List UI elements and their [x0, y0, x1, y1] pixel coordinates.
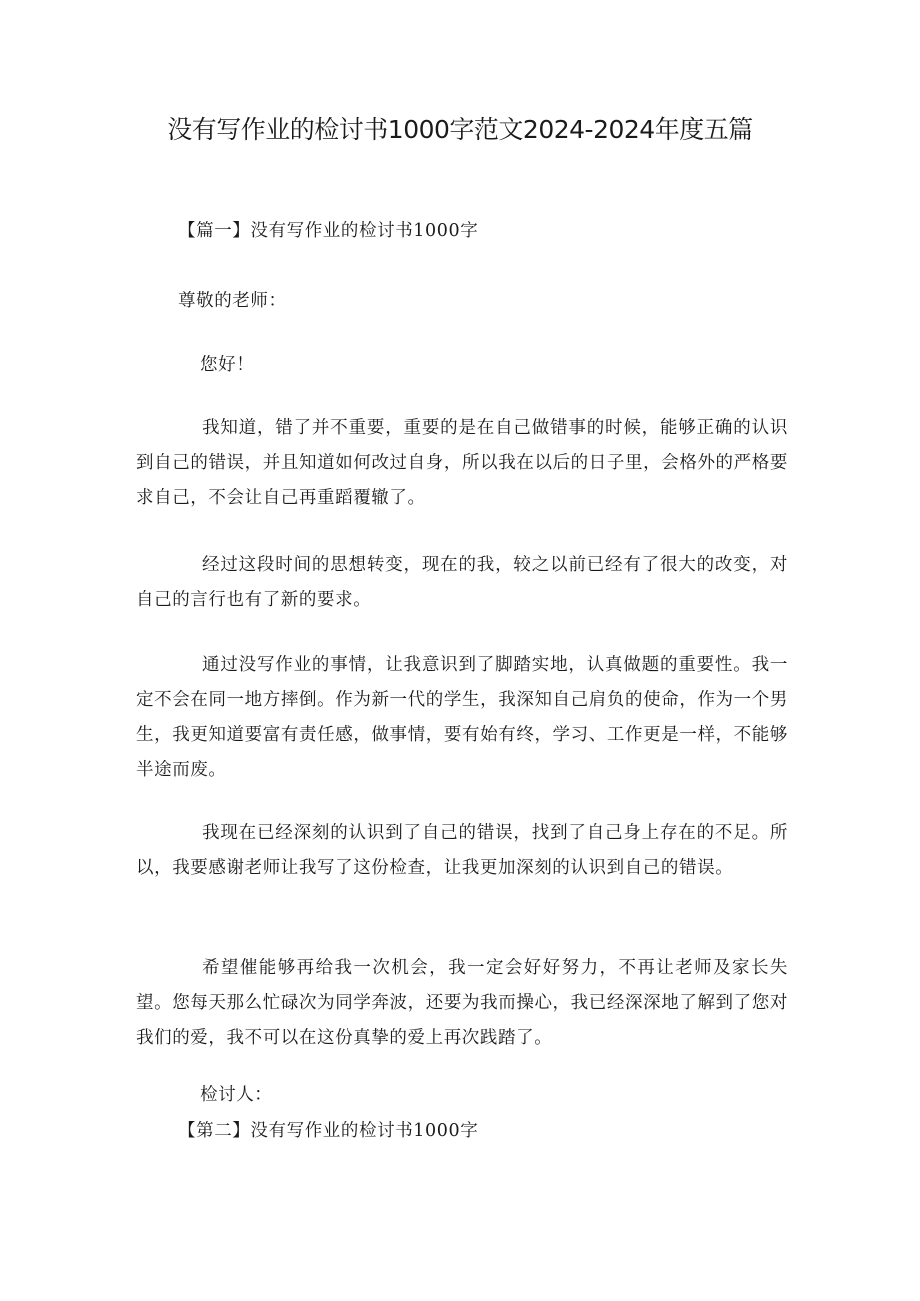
paragraph-2: 经过这段时间的思想转变，现在的我，较之以前已经有了很大的改变，对自己的言行也有了新的要求。	[136, 555, 788, 610]
paragraph-3: 通过没写作业的事情，让我意识到了脚踏实地，认真做题的重要性。我一定不会在同一地方摔倒。作为新一代的学生，我深知自己肩负的使命，作为一个男生，我更知道要富有责任感，做事情，要有始有终，学习、工作更是一样，不能够半途而废。	[136, 655, 788, 780]
section-heading-2: 【第二】没有写作业的检讨书1000字	[178, 1121, 479, 1141]
paragraph-5: 希望催能够再给我一次机会，我一定会好好努力，不再让老师及家长失望。您每天那么忙碌次为同学奔波，还要为我而操心，我已经深深地了解到了您对我们的爱，我不可以在这份真挚的爱上再次践踏了。	[136, 958, 788, 1048]
paragraph-4: 我现在已经深刻的认识到了自己的错误，找到了自己身上存在的不足。所以，我要感谢老师让我写了这份检查，让我更加深刻的认识到自己的错误。	[136, 823, 788, 878]
paragraph-1: 我知道，错了并不重要，重要的是在自己做错事的时候，能够正确的认识到自己的错误，并且知道如何改过自身，所以我在以后的日子里，会格外的严格要求自己，不会让自己再重蹈覆辙了。	[136, 418, 788, 508]
salutation: 尊敬的老师：	[178, 291, 287, 311]
document-title: 没有写作业的检讨书1000字范文2024-2024年度五篇	[167, 115, 753, 144]
signature-label: 检讨人：	[200, 1085, 273, 1105]
section-heading-1: 【篇一】没有写作业的检讨书1000字	[178, 221, 479, 241]
greeting: 您好！	[200, 355, 255, 375]
